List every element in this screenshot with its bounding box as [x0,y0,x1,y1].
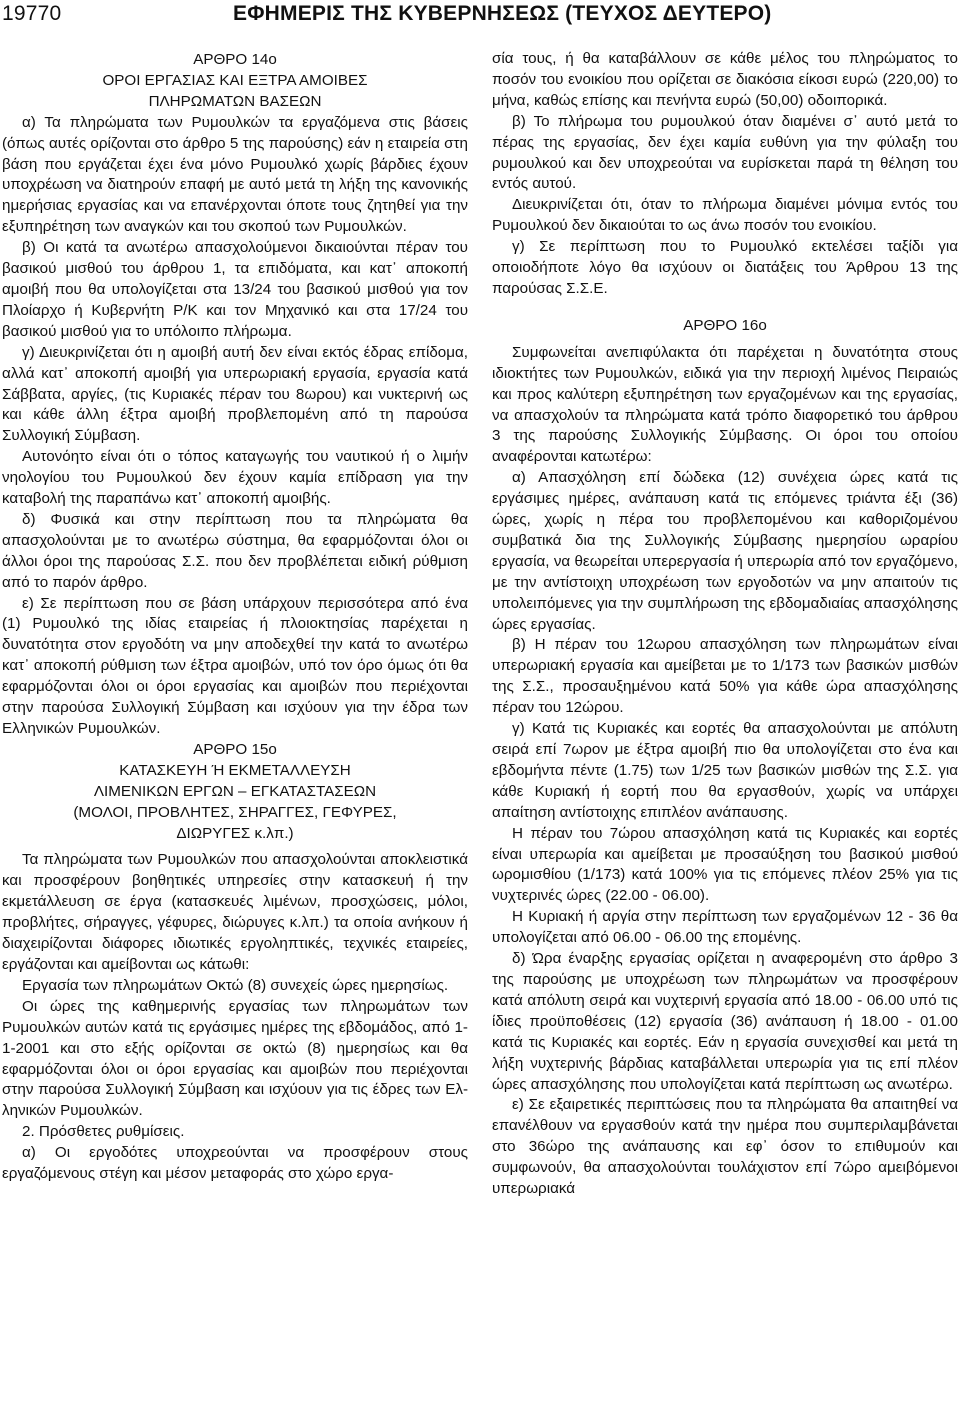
paragraph: σία τους, ή θα καταβάλλουν σε κάθε μέλος του πληρώματος το ποσόν του ενοικίου που ορίζεται σε διακόσια είκοσι ευρώ (220,00) το μήνα, καθώς επίσης και πενήντα ευρώ (50,00) οδοιπορικά. [492,50,958,109]
article-title-line: ΚΑΤΑΣΚΕΥΗ Ή ΕΚΜΕΤΑΛΛΕΥΣΗ [119,761,351,779]
gazette-title: ΕΦΗΜΕΡΙΣ ΤΗΣ ΚΥΒΕΡΝΗΣΕΩΣ (ΤΕΥΧΟΣ ΔΕΥΤΕΡΟ) [233,2,772,25]
article-title-line: ΠΛΗΡΩΜΑΤΩΝ ΒΑΣΕΩΝ [148,92,322,110]
paragraph: β) Οι κατά τα ανωτέρω απασχολούμενοι δικαιούνται πέραν του βασικού μισθού του άρθρου 1, τα επιδόματα, και κατ᾽ αποκοπή αμοιβή που θα υπολογίζεται στα 13/24 του βασικού μισθού για τον Πλοίαρχο ή Κυβερνήτη Ρ/Κ και τον Μηχανικό και στα 17/24 του βασικού μισθού για το υπόλοιπο πλήρωμα. [2,239,468,340]
paragraph: β) Η πέραν του 12ωρου απασχόληση των πληρωμάτων είναι υπερωριακή εργασία και αμείβεται με το 1/173 των βασικών μισθών της Σ.Σ., προσαυξημένου κατά 50% για κάθε ώρα απασχόλησης πέραν του 12ώρου. [492,636,958,717]
page-number: 19770 [2,2,62,25]
paragraph: ε) Σε περίπτωση που σε βάση υπάρχουν περισσότερα από ένα (1) Ρυμουλκό της ιδίας εταιρείας ή πλοιοκτησίας παρέχεται η δυνατότητα στον εργοδότη να μην αποδεχθεί την κατά το ανωτέρω κατ᾽ αποκοπή ρύθμιση των έξτρα αμοιβών, υπό τον όρο όμως ότι θα εφαρμόζονται όλοι οι όροι εργασίας και αμοιβών που περιέχονται στην παρούσα Συλλογική Σύμβαση και ισχύουν για την έδρα των Ελληνικών Ρυμουλκών. [2,594,468,737]
article-title-line: ΔΙΩΡΥΓΕΣ κ.λπ.) [176,824,294,842]
paragraph: Συμφωνείται ανεπιφύλακτα ότι παρέχεται η δυνατότητα στους ιδιοκτήτες των Ρυμουλκών, ειδικά για την περιοχή λιμένος Πειραιώς και προς καλύτερη εξυπηρέτηση των εργαζομένων και της εργασίας, να απασχολούν τα πληρώματα κατά τρόπο διαφορετικό του άρθρου 3 της παρούσης Συλλογικής Σύμβασης. Οι όροι του οποίου αναφέρονται κατωτέρω: [492,343,958,466]
paragraph: Εργασία των πληρωμάτων Οκτώ (8) συνεχείς ώρες ημερησίως. [22,976,449,994]
article-15-heading [2,740,468,845]
article-title-line: (ΜΟΛΟΙ, ΠΡΟΒΛΗΤΕΣ, ΣΗΡΑΓΓΕΣ, ΓΕΦΥΡΕΣ, [73,803,397,821]
paragraph: δ) Φυσικά και στην περίπτωση που τα πληρώματα θα απασχολούνται με το ανωτέρω σύστημα, θα εφαρμόζονται όλοι οι άλλοι όροι της παρούσας Σ.Σ. που δεν προβλέπεται ειδική ρύθμιση από το παρόν άρθρο. [2,510,468,591]
paragraph: ε) Σε εξαιρετικές περιπτώσεις που τα πληρώματα θα απαιτηθεί να επανέλθουν να εργασθούν κατά την ημέρα που συμπεριλαμβάνεται στο 36ώρο της ανάπαυσης και εφ᾽ όσον το επιθυμούν και συμφωνούν, θα απασχολούνται τουλάχιστον επί 7ώρο αμειβόμενοι υπερωριακά [492,1096,958,1198]
paragraph: Διευκρινίζεται ότι, όταν το πλήρωμα διαμένει μόνιμα εντός του Ρυμουλκού δεν δικαιούται το ως άνω ποσόν του ενοικίου. [492,196,958,235]
article-number: ΑΡΘΡΟ 15ο [193,740,277,758]
article-14-heading [2,50,468,113]
paragraph: Τα πληρώματα των Ρυμουλκών που απασχολούνται αποκλειστικά και προσφέρουν βοηθητικές υπηρεσίες στην κατασκευή ή την εκμετάλλευση σε έργα (κατασκευές λιμένων, προσχώσεις, μόλοι, προβλήτες, σήραγγες, γέφυρες, διώρυγες κ.λπ.) τα οποία ανήκουν ή διαχειρίζονται διάφορες ιδιωτικές εργοληπτικές, τεχνικές εταιρείες, εργάζονται και αμείβονται ως κάτωθι: [2,851,468,973]
article-number: ΑΡΘΡΟ 14ο [193,51,277,68]
paragraph: Αυτονόητο είναι ότι ο τόπος καταγωγής του ναυτικού ή ο λιμήν νηολογίου του Ρυμουλκού δεν έχουν καμία επίδραση για την καταβολή της παραπάνω κατ᾽ αποκοπή αμοιβής. [2,448,468,508]
article-title-line: ΛΙΜΕΝΙΚΩΝ ΕΡΓΩΝ – ΕΓΚΑΤΑΣΤΑΣΕΩΝ [93,782,377,800]
left-column [2,50,468,1185]
page-header [0,0,960,32]
paragraph: Η Κυριακή ή αργία στην περίπτωση των εργαζομένων 12 - 36 θα υπολογίζεται από 06.00 - 06.00 της επομένης. [492,908,958,947]
article-title-line: ΟΡΟΙ ΕΡΓΑΣΙΑΣ ΚΑΙ ΕΞΤΡΑ ΑΜΟΙΒΕΣ [102,71,368,89]
paragraph: α) Οι εργοδότες υποχρεούνται να προσφέρουν στους εργαζόμενους στέγη και μέσον μεταφοράς στο χώρο εργα- [2,1144,468,1183]
paragraph: Οι ώρες της καθημερινής εργασίας των πληρωμάτων των Ρυμουλκών αυτών κατά τις εργάσιμες ημέρες της εβδομάδος, από 1-1-2001 και στο εξής ορίζονται σε οκτώ (8) ημερησίως και θα εφαρμόζονται όλοι οι όροι εργασίας και αμοιβών που περιέχονται στην παρούσα Συλλογική Σύμβαση και ισχύουν για τις έδρες των Ελληνικών Ρυμουλκών. [2,997,468,1120]
right-column [492,49,958,1200]
paragraph: β) Το πλήρωμα του ρυμουλκού όταν διαμένει σ᾽ αυτό μετά το πέρας της εργασίας, δεν έχει καμία ευθύνη για την φύλαξη του ρυμουλκού και δεν υποχρεούται να ευρίσκεται παρά τη θέληση του εντός αυτού. [492,112,958,193]
paragraph: Η πέραν του 7ώρου απασχόληση κατά τις Κυριακές και εορτές είναι υπερωρία και αμείβεται με προσαύξηση του βασικού μισθού ωρομισθίου (1/173) κατά 100% για τις επόμενες πλέον 25% για τις νυχτερινές ώρες (22.00 - 06.00). [492,824,958,905]
paragraph: γ) Σε περίπτωση που το Ρυμουλκό εκτελέσει ταξίδι για οποιοδήποτε λόγο θα ισχύουν οι διατάξεις του Άρθρου 13 της παρούσας Σ.Σ.Ε. [492,238,958,297]
paragraph: γ) Διευκρινίζεται ότι η αμοιβή αυτή δεν είναι εκτός έδρας επίδομα, αλλά κατ᾽ αποκοπή αμοιβή για υπερωριακή εργασία, εργασία κατά Σάββατα, αργίες, (τις Κυριακές πέραν του 8ωρου) και νυκτερινή ως και κάθε άλλη έξτρα αμοιβή προβλεπομένη από τη παρούσα Συλλογική Σύμβαση. [2,343,468,445]
paragraph: α) Τα πληρώματα των Ρυμουλκών τα εργαζόμενα στις βάσεις (όπως αυτές ορίζονται στο άρθρο 5 της παρούσης) εάν η εταιρεία στη βάση που εργάζεται έχει ένα μόνο Ρυμουλκό χωρίς βάρδιες έχουν υποχρέωση να διατηρούν επαφή με αυτό μετά τη λήξη της κανονικής ημερήσιας εργασίας και να επανέρχονται όποτε τους ζητηθεί για την εξυπηρέτηση των αναγκών και του σκοπού των Ρυμουλκών. [2,113,468,236]
paragraph: δ) Ώρα έναρξης εργασίας ορίζεται η αναφερομένη στο άρθρο 3 της παρούσης με υποχρέωση των πληρωμάτων να προσφέρουν κατά απόλυτη σειρά και νυχτερινή εργασία από 18.00 - 06.00 υπό τις ίδιες προϋποθέσεις (12) εργασία (36) ανάπαυση ή 18.00 - 01.00 κατά τις Κυριακές και εορτές. Εάν η εργασία συνεχισθεί και μετά τη λήξη νυχτερινής βάρδιας καταβάλλεται υπερωρία για τις επί πλέον ώρες απασχόλησης που υπολογίζεται κατά περίπτωση ως ανωτέρω. [492,950,958,1093]
paragraph: γ) Κατά τις Κυριακές και εορτές θα απασχολούνται με απόλυτη σειρά επί 7ωρον με έξτρα αμοιβή πιο θα υπολογίζεται στο ένα και εβδομήντα πέντε (1.75) των 1/25 των βασικών μισθών της Σ.Σ. για κάθε Κυριακή ή εορτή που θα εργασθούν, χωρίς να υπάρχει απαίτηση αντίστοιχης επιπλέον ανάπαυσης. [492,720,958,821]
article-16-heading: ΑΡΘΡΟ 16ο [683,316,767,334]
paragraph: 2. Πρόσθετες ρυθμίσεις. [22,1123,185,1141]
paragraph: α) Απασχόληση επί δώδεκα (12) συνέχεια ώρες κατά τις εργάσιμες ημέρες, ανάπαυση κατά τις επόμενες τριάντα έξι (36) ώρες, χωρίς η πέρα του προβλεπομένου και καθοριζομένου συμβατικά δια της Συλλογικής Σύμβασης ημερησίου ωραρίου εργασία, να θεωρείται υπερεργασία ή υπερωρία από τον εργαζόμενο, με την αντίστοιχη υποχρέωση των εργοδοτών να μην απαιτούν τις υπολειπόμενες για την συμπλήρωση της εβδομαδιαίας απασχόλησης ώρες εργασίας. [492,469,958,633]
